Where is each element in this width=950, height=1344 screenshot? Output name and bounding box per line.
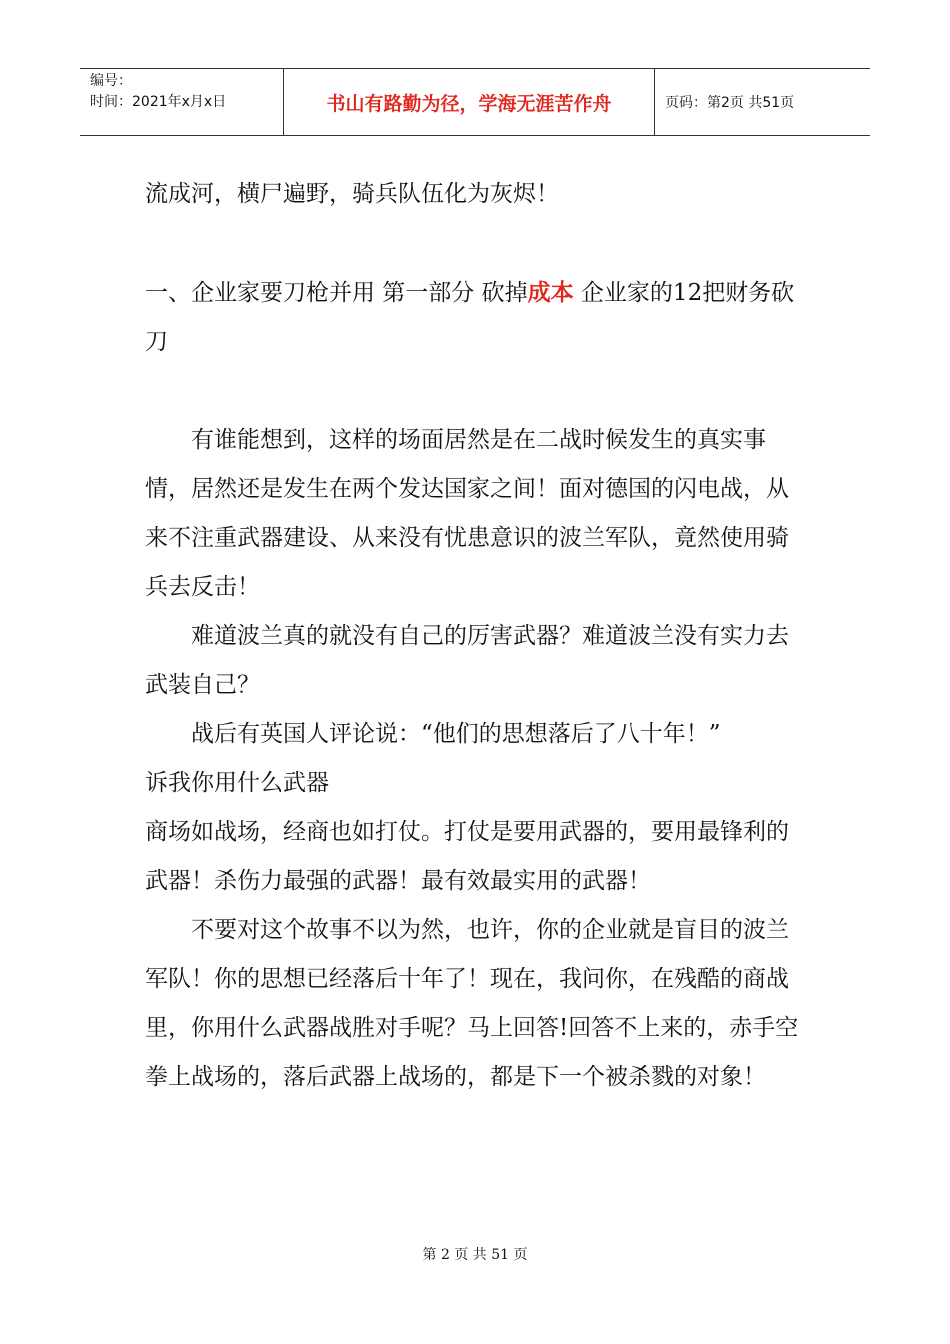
paragraph: 难道波兰真的就没有自己的厉害武器？难道波兰没有实力去武装自己？ [145, 623, 789, 698]
paragraph: 有谁能想到，这样的场面居然是在二战时候发生的真实事情，居然还是发生在两个发达国家之间！面对德国的闪电战，从来不注重武器建设、从来没有忧患意识的波兰军队，竟然使用骑兵去反击！ [145, 427, 789, 600]
heading-prefix: 一、企业家要刀枪并用 第一部分 砍掉 [145, 280, 528, 306]
doc-number-label: 编号： [90, 73, 132, 89]
paragraph-fragment: 诉我你用什么武器 [145, 770, 329, 796]
page-footer: 第 2 页 共 51 页 [422, 1247, 528, 1263]
paragraph-quote: 战后有英国人评论说：“他们的思想落后了八十年！” [191, 721, 721, 747]
page-header [80, 68, 870, 136]
page-info-text: 页码：第2页 共51页 [665, 95, 795, 111]
doc-time-label: 时间：2021年x月x日 [90, 94, 227, 110]
spacer [145, 367, 809, 416]
header-motto [283, 69, 655, 135]
paragraph: 商场如战场，经商也如打仗。打仗是要用武器的，要用最锋利的武器！杀伤力最强的武器！最有效最实用的武器！ [145, 819, 789, 894]
paragraph: 不要对这个故事不以为然，也许，你的企业就是盲目的波兰军队！你的思想已经落后十年了！现在，我问你，在残酷的商战里，你用什么武器战胜对手呢？马上回答!回答不上来的，赤手空拳上战场的，落后武器上战场的，都是下一个被杀戮的对象！ [145, 917, 799, 1090]
header-meta [80, 69, 283, 135]
paragraph-continuation: 流成河，横尸遍野，骑兵队伍化为灰烬！ [145, 181, 559, 207]
spacer [145, 219, 809, 268]
document-body [145, 170, 809, 1102]
header-page-info [655, 69, 870, 135]
heading-suffix: 企业家的12把财务砍刀 [145, 280, 795, 355]
section-heading [145, 268, 809, 367]
heading-highlight: 成本 [527, 279, 574, 306]
motto-text: 书山有路勤为径，学海无涯苦作舟 [326, 92, 612, 115]
